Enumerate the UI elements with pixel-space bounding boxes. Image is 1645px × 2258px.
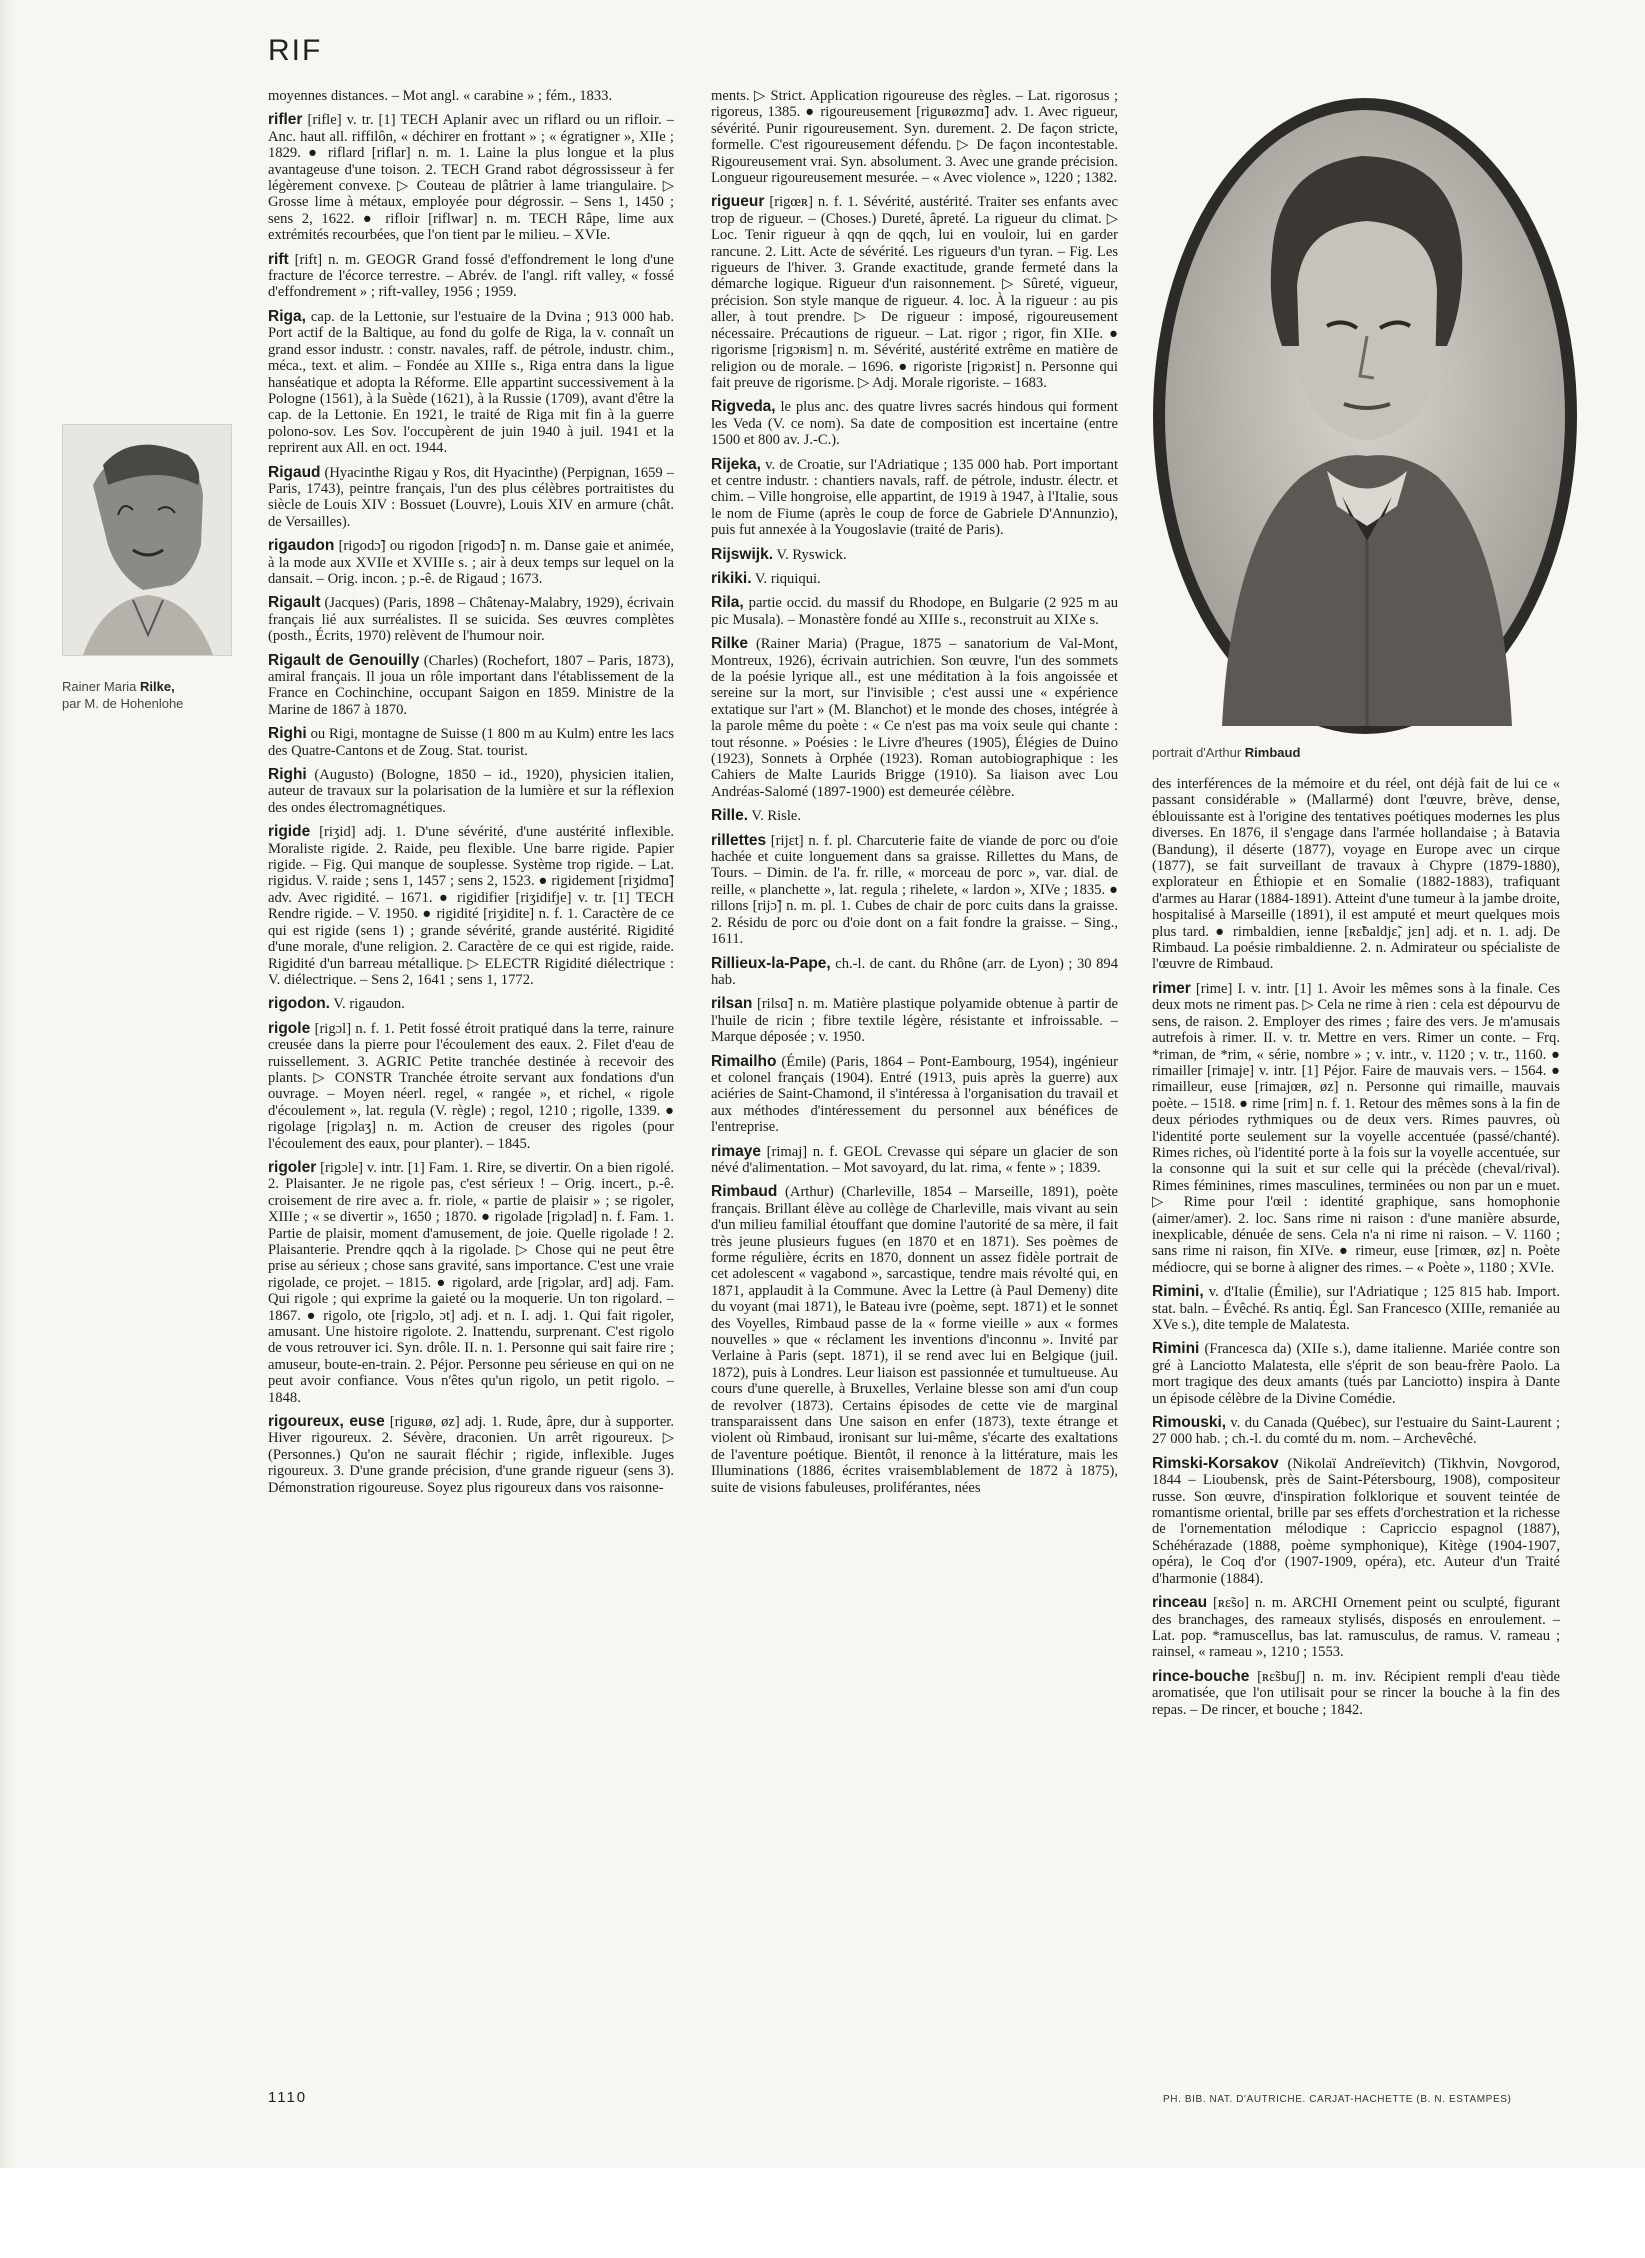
entry-definition: v. de Croatie, sur l'Adriatique ; 135 000 hab. Port important et centre industr. : chantiers navals, raff. de pétrole, industr. électr. et chim. – Ville hongroise, elle appartint, de 1919 à 1947, à l'Italie, sous le nom de Fiume (après le coup de force de Gabriele D'Annunzio), puis fut annexée à la Yougoslavie (traité de Paris). [711, 456, 1118, 539]
dictionary-entry [711, 1144, 1118, 1177]
dictionary-entry [711, 1054, 1118, 1136]
rilke-caption [62, 678, 247, 712]
entry-definition: [ʀɛ̃sbuʃ] n. m. inv. Récipient rempli d'eau tiède aromatisée, que l'on utilisait pour se rincer la bouche à la fin des repas. – De rincer, et bouche ; 1842. [1152, 1668, 1560, 1718]
rilke-caption-name: Rilke, [140, 679, 175, 694]
entry-headword: rigole [268, 1019, 311, 1037]
dictionary-entry [711, 399, 1118, 448]
entry-definition: [rift] n. m. GEOGR Grand fossé d'effondrement le long d'une fracture de l'écorce terrestre. – Abrév. de l'angl. rift valley, « fossé d'effondrement » ; rift-valley, 1956 ; 1959. [268, 251, 674, 301]
entry-definition: (Hyacinthe Rigau y Ros, dit Hyacinthe) (Perpignan, 1659 – Paris, 1743), peintre français, l'un des plus célèbres portraitistes du siècle de Louis XIV : Bossuet (Louvre), Louis XIV en armure (chât. de Versailles). [268, 464, 674, 530]
text-column-2 [711, 88, 1118, 2068]
dictionary-entry [268, 1160, 674, 1406]
entry-definition: V. Ryswick. [773, 546, 847, 563]
rilke-portrait-image [62, 424, 232, 656]
dictionary-entry [711, 996, 1118, 1045]
entry-definition: [rime] I. v. intr. [1] 1. Avoir les mêmes sons à la finale. Ces deux mots ne riment pas. ▷ Cela ne rime à rien : cela est dépourvu de sens, de raison. 2. Employer des rimes ; faire des vers. Je m'amusais autrefois à rimer. II. v. tr. Mettre en vers. Rimer un conte. – Frq. *riman, de *rim, « série, nombre » ; v. intr., v. 1120 ; v. tr., 1160. ● rimailler [rimaje] v. intr. [1] Péjor. Faire de mauvais vers. – 1564. ● rimailleur, euse [rimajœʀ, øz] n. Personne qui rimaille, mauvais poète. – 1518. ● rime [rim] n. f. 1. Retour des mêmes sons à la fin de deux périodes rythmiques ou de deux vers. Rimes pauvres, où l'identité porte seulement sur la voyelle accentuée (passé/chanté). Rimes riches, où l'identité porte à la fois sur la voyelle accentuée, sur la consonne qui la suit et sur celle qui la précède (cheval/rival). Rimes féminines, rimes masculines, terminées ou non par un e muet. ▷ Rime pour l'œil : identité graphique, sans homophonie (aimer/amer). 2. loc. Sans rime ni raison : d'une manière absurde, inexplicable, dénuée de sens. Cela n'a ni rime ni raison. – V. 1160 ; sans rime ni raison, fin XIVe. ● rimeur, euse [rimœʀ, øz] n. Poète médiocre, qui se borne à aligner des rimes. – « Poète », 1180 ; XVIe. [1152, 980, 1560, 1276]
entry-headword: Rijswijk. [711, 545, 774, 563]
entry-definition: (Augusto) (Bologne, 1850 – id., 1920), physicien italien, auteur de travaux sur la polarisation de la lumière et sur la réflexion des ondes électromagnétiques. [268, 767, 674, 816]
dictionary-entry [268, 252, 674, 301]
entry-headword: Rimini [1152, 1340, 1200, 1358]
entry-definition: V. riquiqui. [751, 570, 821, 587]
running-head: RIF [268, 34, 323, 67]
entry-definition: [rigɔle] v. intr. [1] Fam. 1. Rire, se divertir. On a bien rigolé. 2. Plaisanter. Je ne rigole pas, c'est sérieux ! – Orig. incert., p.-ê. croisement de rire avec a. fr. riole, « partie de plaisir » ; se rigoler, XIIIe ; « se divertir », 1650 ; 1870. ● rigolade [rigɔlad] n. f. Fam. 1. Partie de plaisir, moment d'amusement, de joie. Quelle rigolade ! 2. Plaisanterie. Prendre qqch à la rigolade. ▷ Chose qui ne peut être prise au sérieux ; chose sans gravité, sans importance. C'est une vraie rigolade, ce projet. – 1815. ● rigolard, arde [rigɔlar, ard] adj. Fam. Qui rigole ; qui exprime la gaieté ou la moquerie. Un ton rigolard. – 1867. ● rigolo, ote [rigɔlo, ɔt] adj. et n. I. adj. 1. Qui fait rigoler, amusant. Une histoire rigolote. 2. Inattendu, surprenant. C'est rigolo de vous retrouver ici. Syn. drôle. II. n. 1. Personne qui sait faire rire ; amuseur, boute-en-train. 2. Péjor. Personne peu sérieuse en qui on ne peut avoir confiance. Vous n'êtes qu'un rigolo, un petit rigolo. – 1848. [268, 1159, 674, 1406]
dictionary-entry [711, 833, 1118, 948]
entry-headword: Rigveda, [711, 398, 776, 416]
dictionary-entry [1152, 1595, 1560, 1661]
entry-definition: [rilsɑ̃] n. m. Matière plastique polyamide obtenue à partir de l'huile de ricin ; fibre textile légère, résistante et infroissable. – Marque déposée ; v. 1950. [711, 996, 1118, 1046]
rimbaud-portrait-image [1152, 86, 1578, 736]
entry-definition: V. Risle. [748, 808, 802, 825]
entry-definition: (Francesca da) (XIIe s.), dame italienne. Mariée contre son gré à Lanciotto Malatesta, elle s'éprit de son beau-frère Paolo. La mort tragique des deux amants (tués par Lanciotto) inspira à Dante un épisode célèbre de la Divine Comédie. [1152, 1341, 1560, 1407]
entry-headword: Rille. [711, 807, 749, 825]
dictionary-entry [1152, 1669, 1560, 1718]
dictionary-entry [268, 824, 674, 988]
entry-headword: Righi [268, 725, 307, 743]
dictionary-entry [268, 767, 674, 816]
dictionary-entry [268, 1414, 674, 1496]
entry-definition: [rigodɔ̃] ou rigodon [rigodɔ̃] n. m. Danse gaie et animée, à la mode aux XVIIe et XVIIIe s. ; air à deux temps sur lequel on la dansait. – Orig. incon. ; p.-ê. de Rigaud ; 1673. [268, 538, 674, 587]
entry-definition: v. du Canada (Québec), sur l'estuaire du Saint-Laurent ; 27 000 hab. ; ch.-l. du comté du m. nom. – Archevêché. [1152, 1415, 1560, 1448]
rilke-caption-suffix: par M. de Hohenlohe [62, 696, 184, 711]
entry-definition: ou Rigi, montagne de Suisse (1 800 m au Kulm) entre les lacs des Quatre-Cantons et de Zoug. Stat. tourist. [268, 726, 674, 759]
entry-headword: rimaye [711, 1142, 761, 1160]
dictionary-entry [1152, 1341, 1560, 1407]
dictionary-entry [711, 1184, 1118, 1496]
entry-definition: [rigɔl] n. f. 1. Petit fossé étroit pratiqué dans la terre, rainure creusée dans la pierre pour l'écoulement des eaux. 2. Filet d'eau de ruissellement. 3. AGRIC Petite tranchée destinée à recevoir des plants. ▷ CONSTR Tranchée étroite servant aux fondations d'un ouvrage. – Moyen néerl. regel, « rangée », et richel, « rigole d'écoulement », lat. regula (V. règle) ; regol, 1210 ; rigolle, 1339. ● rigolage [rigɔlaʒ] n. m. Action de creuser des rigoles (pour l'écoulement des eaux, pour planter). – 1845. [268, 1020, 674, 1152]
entry-definition: (Charles) (Rochefort, 1807 – Paris, 1873), amiral français. Il joua un rôle important dans l'établissement de la France en Cochinchine, occupant Saigon en 1859. Ministre de la Marine de 1867 à 1870. [268, 652, 674, 718]
dictionary-entry [268, 538, 674, 587]
dictionary-entry [711, 636, 1118, 800]
dictionary-entry [1152, 1284, 1560, 1333]
entry-headword: rillettes [711, 831, 767, 849]
entry-headword: Rimailho [711, 1052, 777, 1070]
entry-definition: le plus anc. des quatre livres sacrés hindous qui forment les Veda (V. ce nom). Sa date de composition est incertaine (entre 1500 et 800 av. J.-C.). [711, 399, 1118, 449]
dictionary-entry [268, 112, 674, 243]
entry-definition: ch.-l. de cant. du Rhône (arr. de Lyon) ; 30 894 hab. [711, 955, 1118, 988]
entry-definition: [rigœʀ] n. f. 1. Sévérité, austérité. Traiter ses enfants avec trop de rigueur. – (Choses.) Dureté, âpreté. La rigueur du climat. ▷ Loc. Tenir rigueur à qqn de qqch, lui en vouloir, lui en garder rancune. 2. Litt. Acte de sévérité. Les rigueurs d'un tyran. – Fig. Les rigueurs de l'hiver. 3. Grande exactitude, grande fermeté dans la démarche logique. Rigueur d'un raisonnement. ▷ Sûreté, vigueur, précision. Son style manque de rigueur. 4. loc. À la rigueur : au pis aller, à tout prendre. ▷ De rigueur : imposé, rigoureusement nécessaire. Précautions de rigueur. – Lat. rigor ; rigor, fin XIIe. ● rigorisme [rigɔʀism] n. m. Sévérité, austérité extrême en matière de religion ou de morale. – 1696. ● rigoriste [rigɔʀist] n. Personne qui fait preuve de rigorisme. ▷ Adj. Morale rigoriste. – 1683. [711, 194, 1118, 391]
rimbaud-caption-prefix: portrait d'Arthur [1152, 745, 1245, 760]
entry-headword: Rilke [711, 635, 749, 653]
entry-headword: rifler [268, 111, 303, 129]
entry-definition: (Jacques) (Paris, 1898 – Châtenay-Malabry, 1929), écrivain français lié aux surréalistes. Il se suicida. Ses œuvres complètes (posth., Écrits, 1970) relèvent de l'humour noir. [268, 595, 674, 645]
entry-definition: (Émile) (Paris, 1864 – Pont-Eambourg, 1954), ingénieur et colonel français (1904). Entré (1913, puis après la guerre) aux aciéries de Saint-Chamond, il s'intéressa à l'organisation du travail et aux méthodes d'intéressement du personnel aux bénéfices de l'entreprise. [711, 1053, 1118, 1136]
dictionary-entry [1152, 1456, 1560, 1587]
dictionary-entry [711, 547, 1118, 563]
page-edge [0, 0, 14, 2168]
page-bottom-margin [0, 2168, 1645, 2258]
dictionary-entry [268, 1021, 674, 1152]
entry-headword: rinceau [1152, 1594, 1208, 1612]
entry-headword: Rigault de Genouilly [268, 651, 420, 669]
entry-definition: [riguʀø, øz] adj. 1. Rude, âpre, dur à supporter. Hiver rigoureux. 2. Sévère, draconien. Un arrêt rigoureux. ▷ (Personnes.) Qu'on ne saurait fléchir ; rigide, inflexible. Juges rigoureux. 3. D'une grande précision, d'une grande rigueur (sens 3). Démonstration rigoureuse. Soyez plus rigoureux dans vos raisonne- [268, 1414, 674, 1496]
dictionary-entry [268, 726, 674, 759]
entry-definition: ments. ▷ Strict. Application rigoureuse des règles. – Lat. rigorosus ; rigoreus, 1385. ● rigoureusement [riguʀøzmɑ̃] adv. 1. Avec rigueur, sévérité. Punir rigoureusement. Syn. durement. 2. De façon stricte, formelle. C'est rigoureusement défendu. ▷ De façon incontestable. Rigoureusement vrai. Syn. absolument. 3. Avec une grande précision. Longueur rigoureusement mesurée. – « Avec violence », 1220 ; 1382. [711, 88, 1118, 187]
entry-definition: (Arthur) (Charleville, 1854 – Marseille, 1891), poète français. Brillant élève au collège de Charleville, mais vivant au sein d'un milieu familial étouffant que domine l'autorité de sa mère, il fait très jeune plusieurs fugues (en 1870 et en 1871). Ses poèmes de forme régulière, écrits en 1870, donnent un assez fidèle portrait de cet adolescent « vagabond », sarcastique, tendre mais révolté qui, en 1871, applaudit à la Commune. Avec la Lettre (à Paul Demeny) dite du voyant (mai 1871), le Bateau ivre (poème, sept. 1871) et le sonnet des Voyelles, Rimbaud passe de la « forme vieille » aux « formes nouvelles » que « réclament les inventions d'inconnu ». Invité par Verlaine à Paris (sept. 1871), il se rend avec lui en Belgique (juil. 1872), puis à Londres. Leur liaison est passionnée et tumultueuse. Au cours d'une querelle, à Bruxelles, Verlaine blesse son ami d'un coup de revolver (1873). Certains épisodes de cette vie de marginal transparaissent dans Une saison en enfer (1873), texte étrange et violent où Rimbaud, ironisant sur lui-même, s'écarte des exaltations de l'aventure poétique. Bientôt, il renonce à la littérature, mais les Illuminations (1886, écrites vraisemblablement de 1872 à 1875), suite de visions fabuleuses, proliférantes, nées [711, 1184, 1118, 1496]
rimbaud-portrait-drawing [1152, 86, 1578, 736]
entry-headword: Rijeka, [711, 455, 761, 473]
dictionary-entry [268, 465, 674, 531]
dictionary-entry [711, 808, 1118, 824]
rimbaud-caption-name: Rimbaud [1244, 745, 1301, 760]
dictionary-entry [268, 996, 674, 1012]
entry-headword: Rigaud [268, 463, 321, 481]
dictionary-entry [711, 194, 1118, 391]
entry-headword: rigodon. [268, 995, 330, 1013]
dictionary-entry [711, 956, 1118, 989]
entry-headword: Rimini, [1152, 1283, 1204, 1301]
entry-headword: rigoureux, euse [268, 1413, 385, 1431]
entry-headword: rikiki. [711, 569, 752, 587]
entry-headword: rigaudon [268, 537, 335, 555]
entry-definition: cap. de la Lettonie, sur l'estuaire de la Dvina ; 913 000 hab. Port actif de la Baltique, au fond du golfe de Riga, la v. connaît un grand essor industr. : constr. navales, raff. de pétrole, industr. chim., méca., text. et alim. – Fondée au XIIIe s., Riga entra dans la ligue hanséatique et adopta la Réforme. Elle appartint successivement à la Pologne (1561), à la Suède (1621), à la Russie (1709), avant d'être la cap. de la Lettonie. En 1921, le traité de Riga mit fin à la guerre polono-sov. Les Sov. l'occupèrent de juin 1940 à juil. 1941 et la reprirent aux All. en oct. 1944. [268, 308, 674, 457]
entry-headword: Rillieux-la-Pape, [711, 954, 831, 972]
rilke-portrait-drawing [63, 425, 231, 655]
dictionary-entry [268, 653, 674, 719]
entry-headword: rigide [268, 823, 311, 841]
dictionary-entry [1152, 981, 1560, 1276]
page-number: 1110 [268, 2089, 308, 2106]
entry-definition: (Rainer Maria) (Prague, 1875 – sanatorium de Val-Mont, Montreux, 1926), écrivain autrichien. Son œuvre, l'un des sommets de la poésie lyrique all., est une méditation à la fois angoissée et sereine sur la mort, sur l'invisible ; c'est aussi une « expérience extatique sur l'art » (M. Blanchot) et le monde des choses, intégrée à la parole même du poète : « Ce n'est pas ma voix seule qui chante : tout résonne. » Poésies : le Livre d'heures (1905), Élégies de Duino (1923), Sonnets à Orphée (1923). Roman autobiographique : les Cahiers de Malte Laurids Brigge (1910). Sa liaison avec Lou Andréas-Salomé (1897-1900) est demeurée célèbre. [711, 636, 1118, 800]
entry-headword: Rimbaud [711, 1183, 778, 1201]
entry-definition: V. rigaudon. [330, 996, 405, 1013]
text-column-1 [268, 88, 674, 2068]
entry-headword: Rigault [268, 594, 321, 612]
entry-definition: des interférences de la mémoire et du réel, ont déjà fait de lui ce « passant considérable » (Mallarmé) dont l'œuvre, brève, dense, éblouissante est à l'origine des tentatives poétiques modernes les plus diverses. En 1876, il s'engage dans l'armée hollandaise ; à Batavia (Bandung), il déserte (1877), voyage en Europe avec un cirque (1877), se fait surveillant de travaux à Chypre (1879-1880), explorateur en Éthiopie et en Somalie (1882-1883), trafiquant d'armes au Harar (1884-1891). Atteint d'une tumeur à la jambe droite, hospitalisé à Marseille (1891), il est amputé et meurt quelques mois plus tard. ● rimbaldien, ienne [ʀɛ̃baldjɛ̃, jɛn] adj. et n. 1. adj. De Rimbaud. La poésie rimbaldienne. 2. n. Admirateur ou spécialiste de l'œuvre de Rimbaud. [1152, 776, 1560, 973]
entry-headword: Rimski-Korsakov [1152, 1454, 1279, 1472]
dictionary-entry [268, 595, 674, 644]
entry-headword: Rimouski, [1152, 1414, 1227, 1432]
dictionary-entry [711, 595, 1118, 628]
text-column-3 [1152, 776, 1560, 2068]
entry-headword: Rila, [711, 594, 744, 612]
dictionary-entry [268, 88, 674, 104]
entry-headword: Riga, [268, 307, 306, 325]
entry-headword: rift [268, 250, 289, 268]
dictionary-entry [711, 88, 1118, 186]
entry-headword: rimer [1152, 979, 1191, 997]
entry-definition: partie occid. du massif du Rhodope, en Bulgarie (2 925 m au pic Musala). – Monastère fondé au XIIIe s., reconstruit au XIXe s. [711, 595, 1118, 628]
entry-headword: rigoler [268, 1158, 317, 1176]
entry-headword: Righi [268, 766, 307, 784]
entry-definition: [riʒid] adj. 1. D'une sévérité, d'une austérité inflexible. Moraliste rigide. 2. Raide, peu flexible. Une barre rigide. Papier rigide. – Fig. Qui manque de souplesse. Système trop rigide. – Lat. rigidus. V. raide ; sens 1, 1457 ; sens 2, 1523. ● rigidement [riʒidmɑ̃] adv. Avec rigidité. – 1671. ● rigidifier [riʒidifje] v. tr. [1] TECH Rendre rigide. – V. 1950. ● rigidité [riʒidite] n. f. 1. Caractère de ce qui est rigide (sens 1) ; grande sévérité, grande austérité. Rigidité d'une morale, d'une religion. 2. Caractère de ce qui est rigide, raide. Rigidité d'un barreau métallique. ▷ ELECTR Rigidité diélectrique : V. diélectrique. – Sens 2, 1641 ; sens 1, 1772. [268, 824, 674, 988]
entry-headword: rilsan [711, 995, 753, 1013]
entry-definition: [rijɛt] n. f. pl. Charcuterie faite de viande de porc ou d'oie hachée et cuite longuement dans sa graisse. Rillettes du Mans, de Tours. – Dimin. de l'a. fr. rille, « morceau de porc », var. dial. de reille, « planchette », lat. regula ; rihelete, « lardon », XIVe ; 1835. ● rillons [rijɔ̃] n. m. pl. 1. Cubes de chair de porc cuits dans la graisse. 2. Résidu de porc ou d'oie dont on a fait fondre la graisse. – Sing., 1611. [711, 832, 1118, 948]
dictionary-entry [711, 571, 1118, 587]
dictionary-entry [1152, 1415, 1560, 1448]
dictionary-entry [1152, 776, 1560, 973]
photo-credit: PH. BIB. NAT. D'AUTRICHE. CARJAT-HACHETTE (B. N. ESTAMPES) [1163, 2094, 1512, 2105]
entry-definition: [rifle] v. tr. [1] TECH Aplanir avec un riflard ou un rifloir. – Anc. haut all. riffilôn, « déchirer en frottant » ; « égratigner », XIIe ; 1829. ● riflard [riflar] n. m. 1. Laine la plus longue et la plus avantageuse d'une toison. 2. TECH Grand rabot dégrossisseur à fer légèrement convexe. ▷ Couteau de plâtrier à lame triangulaire. ▷ Grosse lime à métaux, employée pour dégrossir. – Sens 1, 1450 ; sens 2, 1622. ● rifloir [riflwar] n. m. TECH Râpe, lime aux extrémités recourbées, que l'on tient par le milieu. – XVIe. [268, 112, 674, 244]
entry-definition: [ʀɛ̃so] n. m. ARCHI Ornement peint ou sculpté, figurant des branchages, des rameaux stylisés, disposés en enroulement. – Lat. pop. *ramuscellus, bas lat. ramusculus, de ramus. V. rameau ; rainsel, « rameau », 1210 ; 1553. [1152, 1595, 1560, 1661]
dictionary-entry [711, 457, 1118, 539]
rimbaud-caption [1152, 744, 1482, 761]
dictionary-entry [268, 309, 674, 457]
entry-definition: moyennes distances. – Mot angl. « carabine » ; fém., 1833. [268, 88, 613, 104]
entry-definition: (Nikolaï Andreïevitch) (Tikhvin, Novgorod, 1844 – Lioubensk, près de Saint-Pétersbourg, 1908), compositeur russe. Son œuvre, d'inspiration folklorique et souvent teintée de romantisme oriental, brille par ses effets d'orchestration et la richesse de l'ornementation mélodique : Capriccio espagnol (1887), Schéhérazade (1888, poème symphonique), Kitège (1904-1907, opéra), le Coq d'or (1907-1909, opéra), etc. Auteur d'un Traité d'harmonie (1884). [1152, 1455, 1560, 1587]
entry-definition: [rimaj] n. f. GEOL Crevasse qui sépare un glacier de son névé d'alimentation. – Mot savoyard, du lat. rima, « fente » ; 1839. [711, 1143, 1118, 1176]
rilke-caption-prefix: Rainer Maria [62, 679, 141, 694]
entry-definition: v. d'Italie (Émilie), sur l'Adriatique ; 125 815 hab. Import. stat. baln. – Évêché. Rs antiq. Égl. San Francesco (XIIIe, remaniée au XVe s.), dite temple de Malatesta. [1152, 1284, 1560, 1333]
entry-headword: rigueur [711, 193, 765, 211]
entry-headword: rince-bouche [1152, 1667, 1250, 1685]
